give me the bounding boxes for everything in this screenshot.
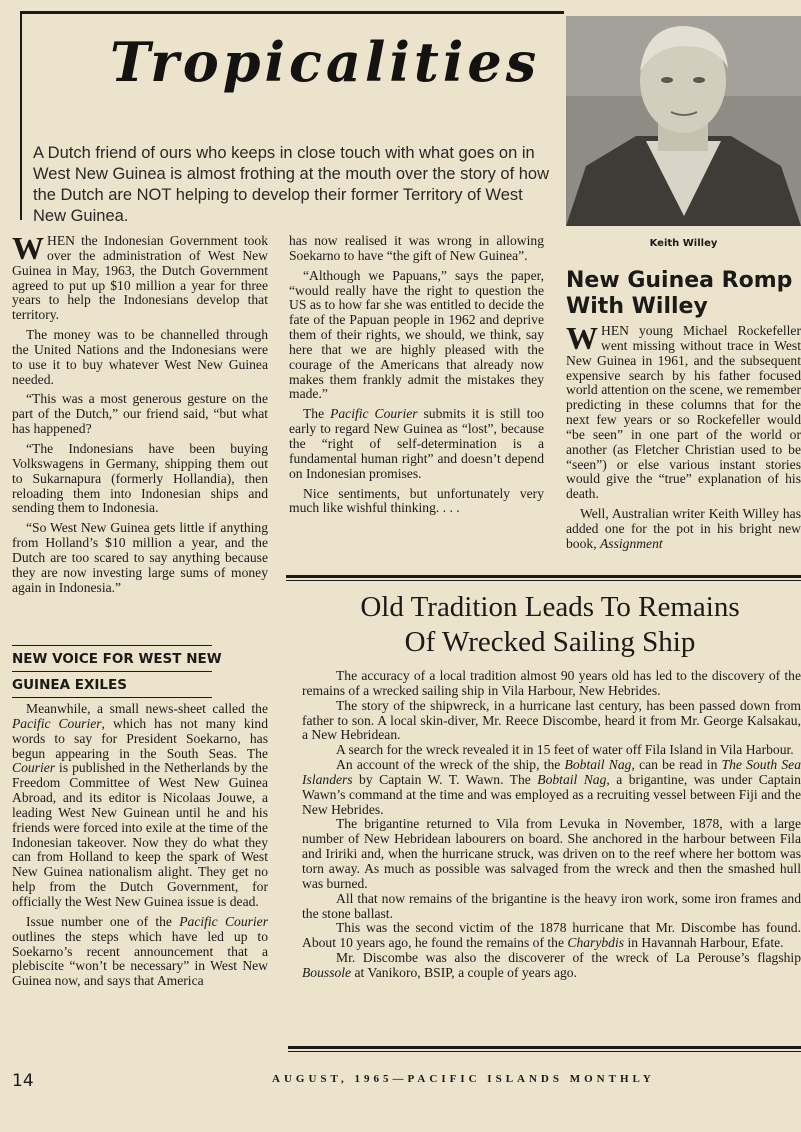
article1-paragraph: “This was a most generous gesture on the part of the Dutch,” our friend said, “but what has happened? xyxy=(12,391,268,437)
paragraph-text: This was the second victim of the 1878 hurricane that Mr. Discombe has found. About 10 years ago, he found the remains of the xyxy=(302,920,801,951)
article2-headline xyxy=(566,268,792,320)
paragraph-text: The xyxy=(303,406,331,422)
portrait-photo xyxy=(566,16,801,226)
article1-paragraph: “The Indonesians have been buying Volkswagens in Germany, shipping them out to Sukarnapura (formerly Hollandia), then reloading them into Indonesian ships and sending them to Indonesia. xyxy=(12,440,268,516)
drop-cap: W xyxy=(566,324,598,356)
article1-column1-continued xyxy=(12,702,268,994)
subheading: GUINEA EXILES xyxy=(12,677,127,693)
section-intro: A Dutch friend of ours who keeps in close touch with what goes on in West New Guinea is almost frothing at the mouth over the story of how the Dutch are NOT helping to develop their former Territory of West New Guinea. xyxy=(33,144,550,225)
publication-name: Pacific Courier xyxy=(330,406,418,422)
drop-cap: W xyxy=(12,230,44,266)
article1-paragraph: Nice sentiments, but unfortunately very much like wishful thinking. . . . xyxy=(289,485,544,516)
subheading: NEW VOICE FOR WEST NEW xyxy=(12,651,222,667)
headline-line: Of Wrecked Sailing Ship xyxy=(404,626,696,658)
headline-line: New Guinea Romp xyxy=(566,268,793,293)
paragraph-text: Mr. Discombe was also the discoverer of the wreck of La Perouse’s flagship xyxy=(336,950,801,966)
article2-paragraph xyxy=(566,324,801,502)
article3-paragraph: All that now remains of the brigantine is the heavy iron work, some iron frames and the stone ballast. xyxy=(302,890,801,921)
article1-paragraph: “Although we Papuans,” says the paper, “would really have the right to question the US as to how far she was entitled to decide the fate of the Papuan people in 1962 and deprive them of their rights, we should, we think, say here that we are highly pleased with the courage of the Americans that already now makes them frankly admit the mistakes they made.” xyxy=(289,267,544,402)
publication-name: Courier xyxy=(12,760,56,776)
publication-name: Pacific Courier xyxy=(179,913,269,929)
ship-name: Boussole xyxy=(302,964,352,980)
bottom-rule xyxy=(288,1046,801,1049)
ship-name: Charybdis xyxy=(567,935,625,951)
header-top-rule xyxy=(20,11,564,14)
paragraph-text: Issue number one of the xyxy=(26,913,180,929)
subhead-rule xyxy=(12,645,212,646)
article2-paragraph xyxy=(566,507,801,552)
article3-paragraph: The brigantine returned to Vila from Levuka in November, 1878, with a large number of New Hebridean labourers on board. She anchored in the harbour between Fila and Iririki and, when the hurricane struck, was driven on to the reef where her bottom was torn away. As much as possible was salvaged from the wreck and then the smashed hull was burned. xyxy=(302,816,801,891)
paragraph-text: submits it is still too early to regard New Guinea as “lost”, because the “right of self-determination is a fundamental human right” and doesn’t depend on Indonesian promises. xyxy=(289,406,544,481)
article3-paragraph: A search for the wreck revealed it in 15 feet of water off Fila Island in Vila Harbour. xyxy=(336,742,794,758)
article3-paragraph: The story of the shipwreck, in a hurricane last century, has been passed down from father to son. A local skin-diver, Mr. Reece Discombe, heard it from Mr. George Kalsakau, a New Hebridean. xyxy=(302,697,801,743)
subhead-rule xyxy=(12,697,212,698)
article1-paragraph: The money was to be channelled through the United Nations and the Indonesians were to use it to buy whatever West New Guinea needed. xyxy=(12,327,268,387)
article1-paragraph: “So West New Guinea gets little if anything from Holland’s $10 million a year, and the Dutch are too scared to say anything because they are now investing large sums of money again in Indonesia.” xyxy=(12,520,268,595)
paragraph-text: at Vanikoro, BSIP, a couple of years ago. xyxy=(351,964,577,980)
article1-paragraph xyxy=(12,702,268,910)
article2-column xyxy=(566,324,801,584)
article1-paragraph xyxy=(12,230,268,323)
publication-name: Pacific Courier xyxy=(12,715,102,731)
paragraph-text: in Havannah Harbour, Efate. xyxy=(624,935,784,951)
headline-line: With Willey xyxy=(566,294,708,319)
book-title: The South Sea Islanders xyxy=(302,757,801,787)
article3-paragraph: The accuracy of a local tradition almost 90 years old has led to the discovery of the remains of a wrecked sailing ship in Vila Harbour, New Hebrides. xyxy=(302,669,801,698)
article1-column2 xyxy=(289,234,544,521)
paragraph-text: outlines the steps which have led up to Soekarno’s recent announcement that a plebiscite “won’t be necessary” in West New Guinea now, and says that America xyxy=(12,928,268,989)
bottom-rule-thin xyxy=(288,1051,801,1052)
article1-column1 xyxy=(12,230,268,600)
paragraph-text: HEN the Indonesian Government took over the administration of West New Guinea in May, 1963, the Dutch Government agreed to put up $10 million a year for three years to help the Indonesians develop that territory. xyxy=(12,233,268,323)
article3-paragraph xyxy=(302,921,801,951)
paragraph-text: HEN young Michael Rockefeller went missing without trace in West New Guinea in 1961, and the subsequent expensive search by his father focused world attention on the scene, we remember predicting in these columns that for the next few years or so Rockefeller would “be seen” in one part of the world or another (as Fletcher Christian used to be “seen”) or else various instant stories would give the “true” explanation of his death. xyxy=(566,324,801,502)
paragraph-text: is published in the Netherlands by the Freedom Committee of West New Guinea Abroad, and its editor is Nicolaas Jouwe, a leading West New Guinean until he and his friends were forced into exile at the time of the Indonesian takeover. Now they do what they can from Holland to keep the spark of West New Guinea nationalism alight. They get no help from the Dutch Government, for officially the West New Guinea issue is dead. xyxy=(12,760,268,909)
article1-paragraph xyxy=(12,915,268,989)
ship-name: Bobtail Nag xyxy=(537,771,607,787)
book-title: Assignment xyxy=(599,535,663,551)
article3-paragraph xyxy=(302,951,801,981)
article3-column xyxy=(302,669,801,981)
paragraph-text: Well, Australian writer Keith Willey has added one for the pot in his bright new book, xyxy=(566,506,801,551)
section-title: Tropicalities xyxy=(110,30,541,94)
article1-paragraph xyxy=(289,407,544,481)
header-left-rule xyxy=(20,11,22,220)
article3-paragraph xyxy=(302,758,801,817)
paragraph-text: Meanwhile, a small news-sheet called the xyxy=(26,701,268,716)
article3-top-rule xyxy=(286,575,801,578)
headline-line: Old Tradition Leads To Remains xyxy=(360,591,740,623)
article3-top-rule-thin xyxy=(286,580,801,581)
page-number: 14 xyxy=(12,1071,34,1091)
portrait-photo-image xyxy=(566,16,801,226)
paragraph-text: by Captain W. T. Wawn. The xyxy=(352,771,538,787)
article3-headline xyxy=(300,590,800,660)
paragraph-text: , can be read in xyxy=(631,757,722,773)
running-footer: AUGUST, 1965—PACIFIC ISLANDS MONTHLY xyxy=(272,1073,655,1085)
paragraph-text: , which has not many kind words to say for President Soekarno, has begun appearing in the South Seas. The xyxy=(12,715,268,761)
subhead-rule xyxy=(12,671,212,672)
photo-caption: Keith Willey xyxy=(649,238,718,249)
article1-paragraph: has now realised it was wrong in allowing Soekarno to have “the gift of New Guinea”. xyxy=(289,233,544,263)
ship-name: Bobtail Nag xyxy=(564,757,632,773)
paragraph-text: An account of the wreck of the ship, the xyxy=(336,757,565,773)
paragraph-text: , a brigantine, was under Captain Wawn’s command at the time and was employed as a recruiting vessel between Fiji and the New Hebrides. xyxy=(302,771,801,817)
